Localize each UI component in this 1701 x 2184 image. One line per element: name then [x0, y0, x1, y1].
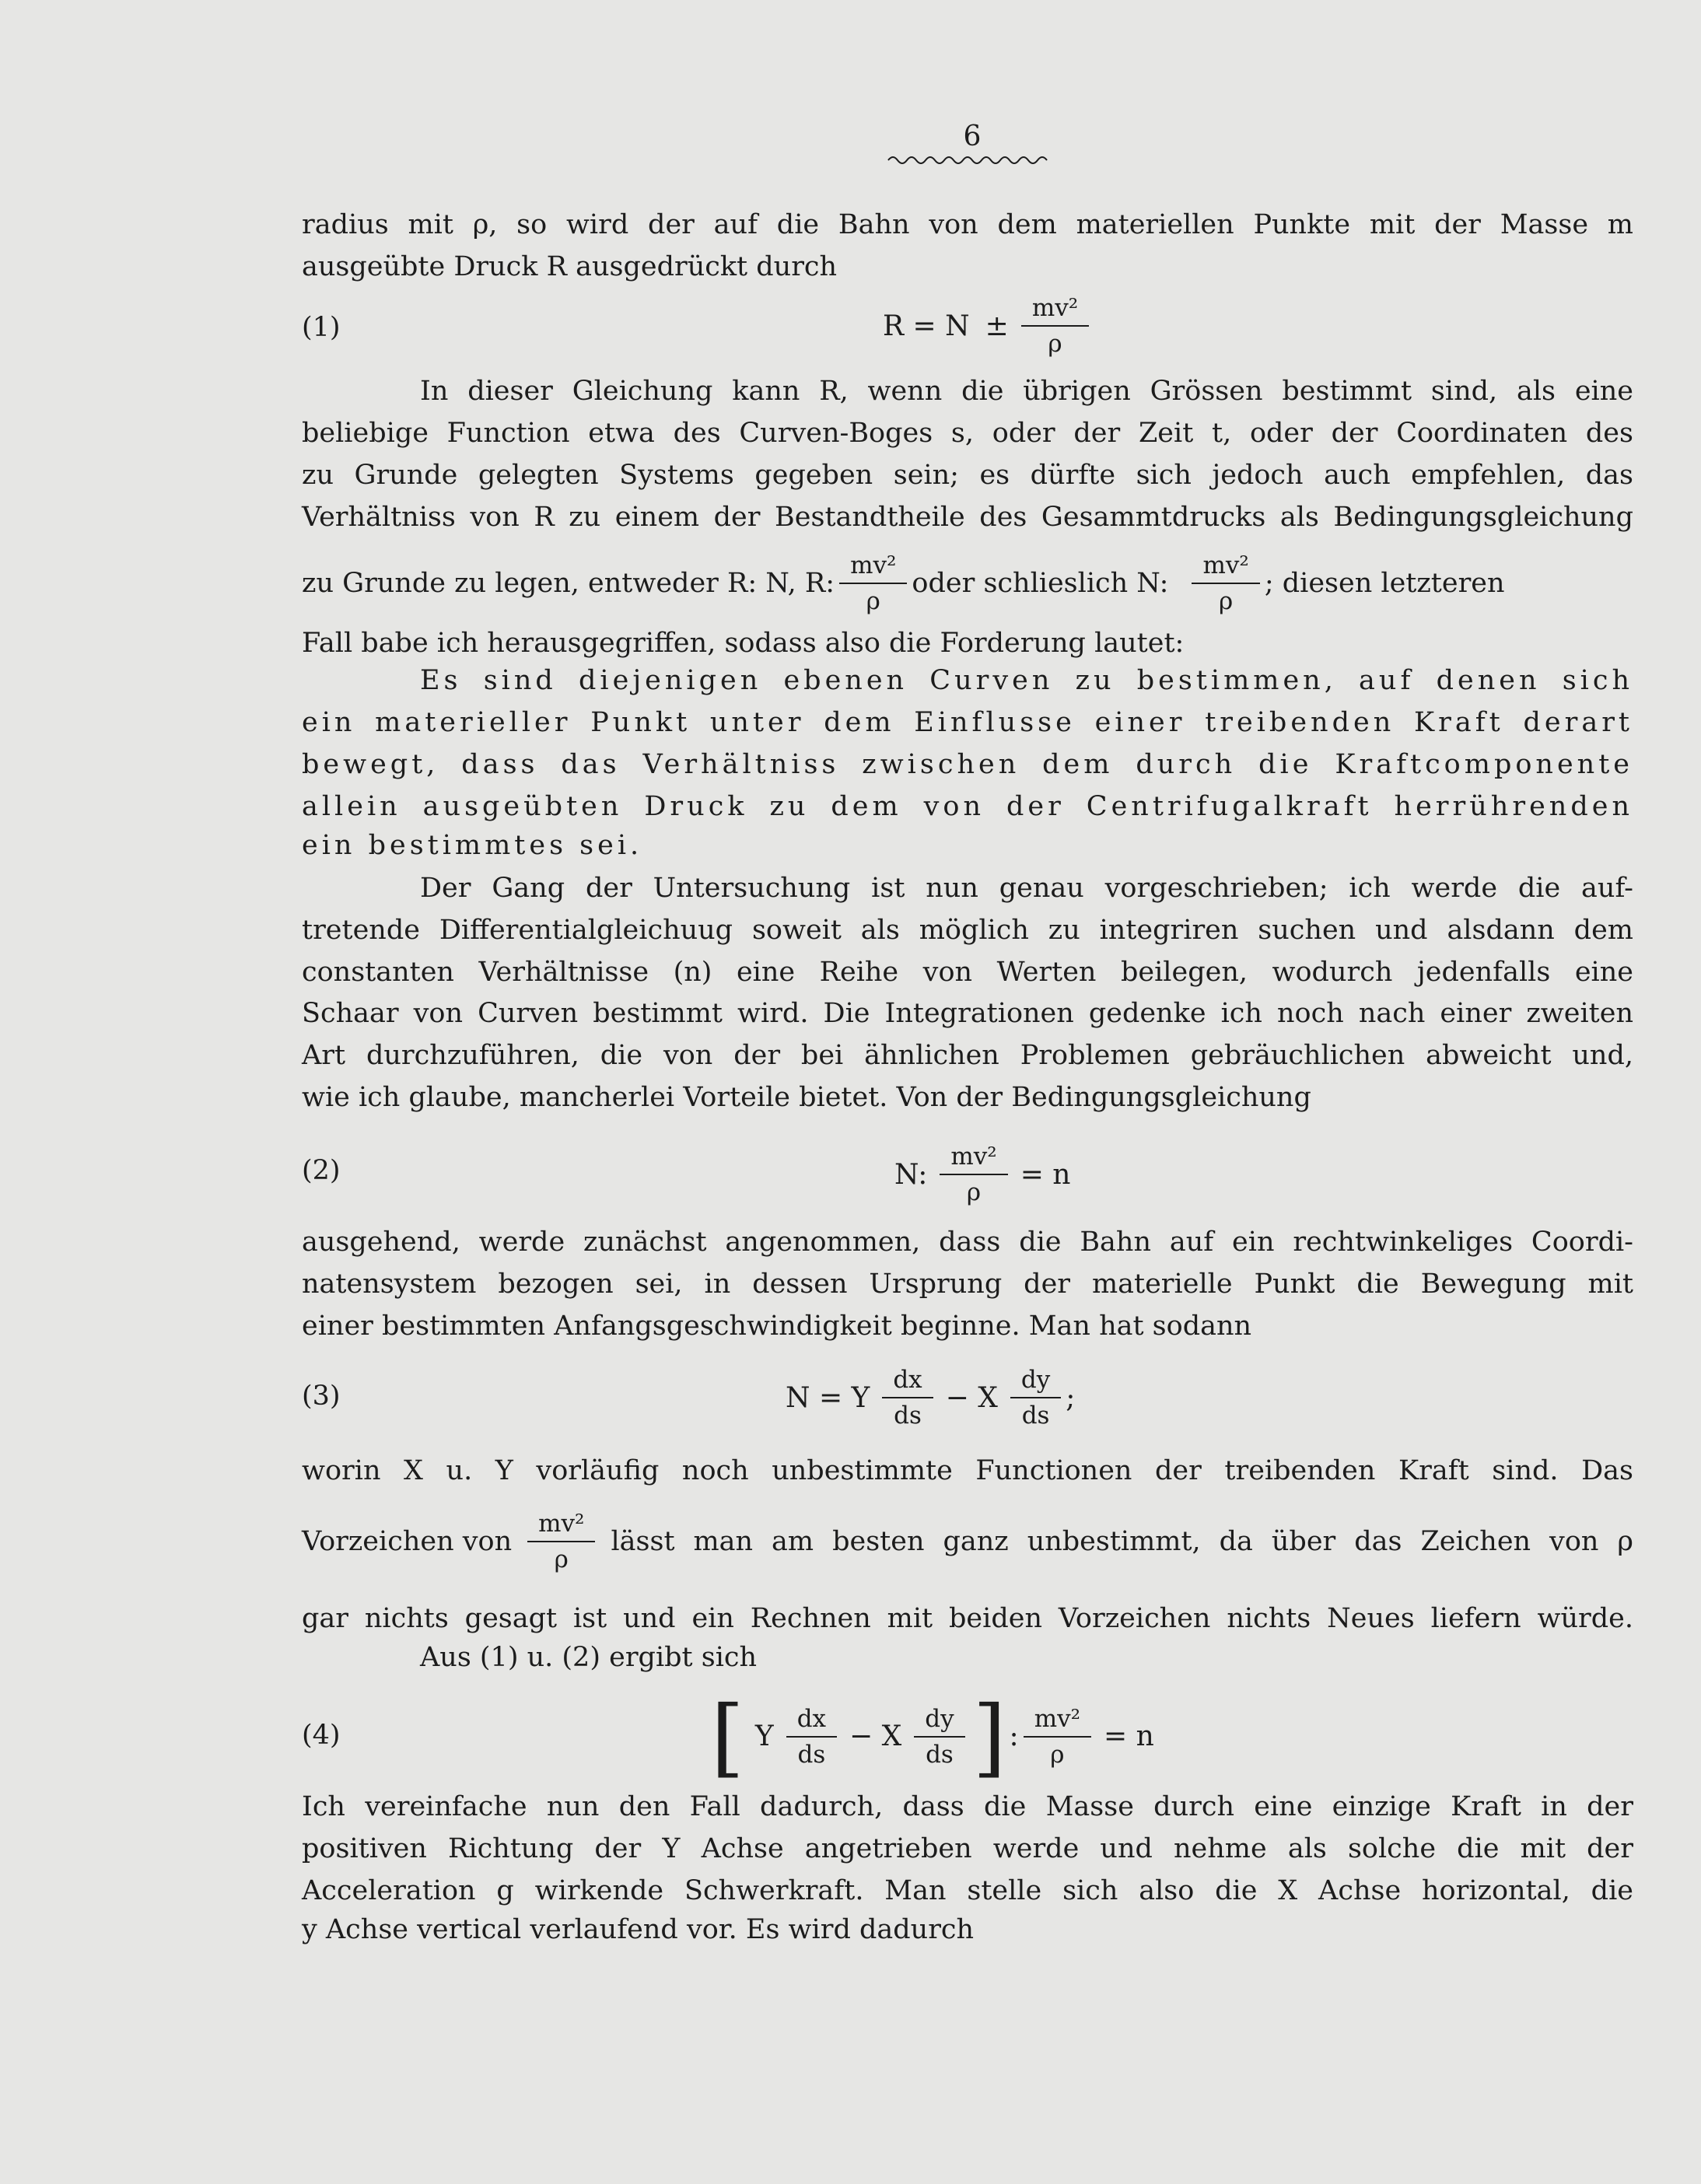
equation-lhs: N: [894, 1158, 928, 1191]
equation-rhs: = n [1020, 1158, 1071, 1191]
denominator: ρ [1219, 587, 1234, 615]
denominator: ρ [966, 1178, 982, 1206]
text-line: gar nichts gesagt ist und ein Rechnen mit beiden Vorzeichen nichts Neues liefern würde. [302, 1603, 1633, 1634]
equation-end: ; [1066, 1381, 1076, 1414]
numerator: dy [914, 1702, 964, 1738]
text-line: ausgeübte Druck R ausgedrückt durch [302, 251, 838, 282]
text-line-with-fractions [302, 543, 1633, 624]
denominator: ds [797, 1740, 826, 1769]
text-line: Aus (1) u. (2) ergibt sich [420, 1642, 758, 1673]
denominator: ds [894, 1402, 922, 1430]
text-line: worin X u. Y vorläufig noch unbestimmte Functionen der treibenden Kraft sind. Das [302, 1455, 1633, 1486]
emphasized-line: ein bestimmtes sei. [302, 830, 643, 861]
denominator: ρ [866, 587, 880, 615]
text-line: radius mit ρ, so wird der auf die Bahn von dem materiellen Punkte mit der Masse m [302, 209, 1633, 240]
equation-2 [887, 1132, 1079, 1217]
denominator: ρ [1050, 1740, 1065, 1769]
left-bracket: [ [711, 1686, 744, 1787]
fraction [882, 1363, 933, 1433]
fraction [1021, 291, 1089, 361]
text-line-with-fraction [302, 1501, 1633, 1582]
equation-label: (2) [302, 1155, 341, 1186]
fraction [786, 1702, 837, 1772]
text-line: In dieser Gleichung kann R, wenn die übrigen Grössen bestimmt sind, als eine [420, 376, 1633, 407]
numerator: mv² [1024, 1702, 1091, 1738]
equation-label: (4) [302, 1720, 341, 1751]
text-line: tretende Differentialgleichuug soweit als möglich zu integriren suchen und alsdann dem [302, 915, 1633, 946]
denominator: ρ [1048, 330, 1062, 358]
text-line: wie ich glaube, mancherlei Vorteile bietet. Von der Bedingungsgleichung [302, 1082, 1311, 1113]
numerator: dy [1010, 1363, 1061, 1398]
emphasized-line: Es sind diejenigen ebenen Curven zu bestimmen, auf denen sich [420, 665, 1633, 696]
equation-term: − X [849, 1720, 902, 1752]
page-number: 6 [963, 121, 982, 152]
text-segment: lässt man am besten ganz unbestimmt, da über das Zeichen von ρ [611, 1526, 1633, 1557]
equation-rhs: = n [1104, 1720, 1154, 1752]
inline-fraction [1192, 548, 1259, 618]
page-number-ornament [887, 154, 1058, 166]
text-line: positiven Richtung der Y Achse angetrieben werde und nehme als solche die mit der [302, 1833, 1633, 1864]
text-line: ausgehend, werde zunächst angenommen, dass die Bahn auf ein rechtwinkeliges Coordi- [302, 1227, 1633, 1258]
equation-term: Y [754, 1720, 774, 1752]
right-bracket: ] [972, 1686, 1006, 1787]
text-segment: ; diesen letzteren [1264, 568, 1505, 599]
text-line: natensystem bezogen sei, in dessen Ursprung der materielle Punkt die Bewegung mit [302, 1269, 1633, 1300]
text-line: Der Gang der Untersuchung ist nun genau vorgeschrieben; ich werde die auf- [420, 873, 1633, 904]
equation-4 [708, 1686, 1162, 1787]
colon: : [1009, 1720, 1019, 1752]
numerator: dx [882, 1363, 933, 1398]
text-line: Ich vereinfache nun den Fall dadurch, dass die Masse durch eine einzige Kraft in der [302, 1791, 1633, 1822]
text-line: y Achse vertical verlaufend vor. Es wird dadurch [302, 1914, 975, 1945]
equation-lhs: R = N [883, 310, 970, 342]
emphasized-line: allein ausgeübten Druck zu dem von der Centrifugalkraft herrührenden [302, 791, 1633, 822]
inline-fraction [527, 1507, 595, 1577]
numerator: mv² [839, 548, 907, 584]
plus-minus-sign: ± [985, 310, 1009, 342]
numerator: mv² [940, 1139, 1007, 1175]
numerator: mv² [1192, 548, 1259, 584]
denominator: ds [1021, 1402, 1050, 1430]
text-line: Schaar von Curven bestimmt wird. Die Integrationen gedenke ich noch nach einer zweiten [302, 998, 1633, 1029]
fraction [1024, 1702, 1091, 1772]
emphasized-line: ein materieller Punkt unter dem Einflusse einer treibenden Kraft derart [302, 707, 1633, 738]
equation-term: − X [945, 1381, 998, 1414]
equation-lhs: N = Y [786, 1381, 870, 1414]
text-line: Fall babe ich herausgegriffen, sodass also die Forderung lautet: [302, 628, 1185, 659]
fraction [1010, 1363, 1061, 1433]
text-segment: Vorzeichen von [302, 1526, 513, 1557]
text-line: zu Grunde gelegten Systems gegeben sein; es dürfte sich jedoch auch empfehlen, das [302, 460, 1633, 491]
denominator: ρ [554, 1545, 569, 1573]
numerator: mv² [1021, 291, 1089, 327]
denominator: ds [926, 1740, 954, 1769]
text-line: constanten Verhältnisse (n) eine Reihe von Werten beilegen, wodurch jedenfalls eine [302, 957, 1633, 988]
emphasized-line: bewegt, dass das Verhältniss zwischen dem durch die Kraftcomponente [302, 749, 1633, 780]
text-line: einer bestimmten Anfangsgeschwindigkeit beginne. Man hat sodann [302, 1311, 1252, 1342]
fraction [914, 1702, 964, 1772]
text-line: beliebige Function etwa des Curven-Boges s, oder der Zeit t, oder der Coordinaten des [302, 418, 1633, 449]
equation-1 [875, 283, 1094, 369]
text-line: Acceleration g wirkende Schwerkraft. Man stelle sich also die X Achse horizontal, die [302, 1875, 1633, 1906]
text-segment: zu Grunde zu legen, entweder R: N, R: [302, 568, 835, 599]
inline-fraction [839, 548, 907, 618]
numerator: mv² [527, 1507, 595, 1542]
equation-3 [778, 1355, 1075, 1440]
text-line: Verhältniss von R zu einem der Bestandtheile des Gesammtdrucks als Bedingungsgleichung [302, 502, 1633, 533]
text-line: Art durchzuführen, die von der bei ähnlichen Problemen gebräuchlichen abweicht und, [302, 1040, 1633, 1071]
text-segment: oder schlieslich N: [912, 568, 1169, 599]
equation-label: (3) [302, 1381, 341, 1412]
fraction [940, 1139, 1007, 1209]
numerator: dx [786, 1702, 837, 1738]
equation-label: (1) [302, 312, 341, 343]
